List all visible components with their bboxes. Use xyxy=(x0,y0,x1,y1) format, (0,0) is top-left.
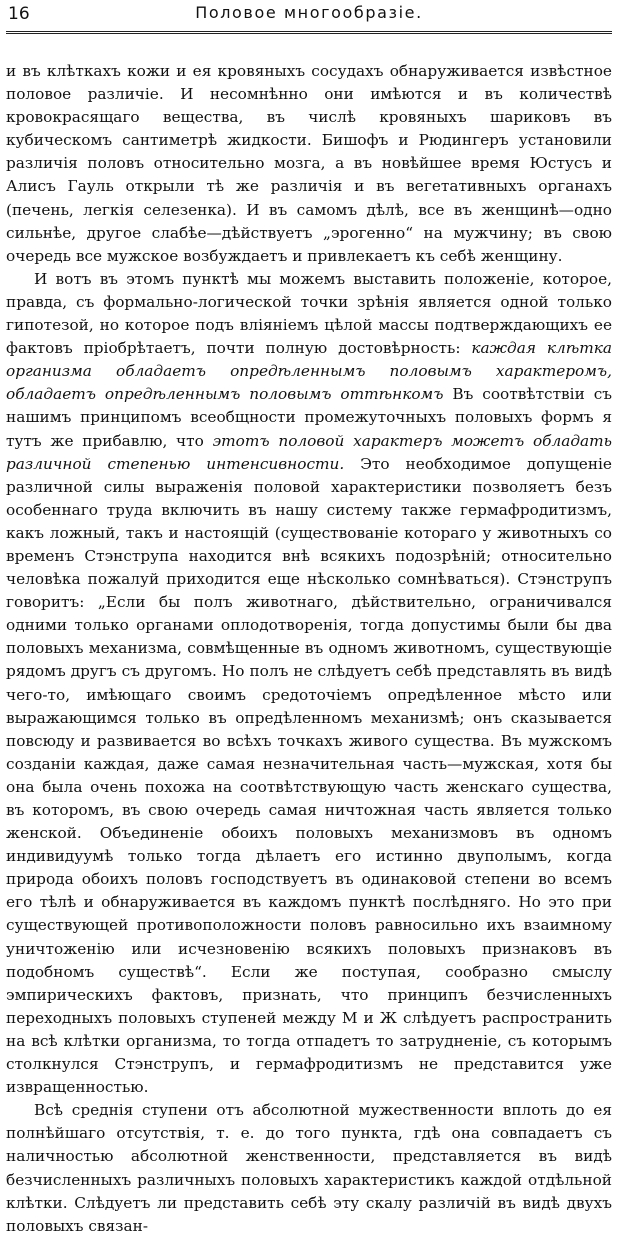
header-double-rule xyxy=(6,31,612,34)
italic-emphasis: каждая клѣтка организма обладаетъ опредѣленнымъ половымъ характеромъ, обладаетъ опредѣленнымъ половымъ оттѣнкомъ xyxy=(6,339,612,404)
page-header xyxy=(6,0,612,30)
page-number: 16 xyxy=(8,4,30,24)
paragraph xyxy=(6,268,612,1099)
paragraph-text: И вотъ въ этомъ пунктѣ мы можемъ выставить положеніе, которое, правда, съ формально-логической точки зрѣнія является одной только гипотезой, но которое подъ вліяніемъ цѣлой массы подтверждающихъ ее фактовъ пріобрѣтаетъ, почти полную достовѣрность: xyxy=(6,269,612,358)
paragraph xyxy=(6,60,612,268)
running-title: Половое многообразіе. xyxy=(195,3,423,22)
paragraph-text: Всѣ среднія ступени отъ абсолютной мужественности вплоть до ея полнѣйшаго отсутствія, т. е. до того пункта, гдѣ она совпадаетъ съ наличностью абсолютной женственности, представляется въ видѣ безчисленныхъ различныхъ половыхъ характеристикъ каждой отдѣльной клѣтки. Слѣдуетъ ли представить себѣ эту скалу различій въ видѣ двухъ половыхъ связан- xyxy=(6,1101,612,1235)
paragraph xyxy=(6,1099,612,1238)
paragraph-text: Въ соотвѣтствіи съ нашимъ принципомъ всеобщности промежуточныхъ половыхъ формъ я тутъ же прибавлю, что xyxy=(6,385,612,450)
paragraph-text: Это необходимое допущеніе различной силы выраженія половой характеристики позволяетъ безъ особеннаго труда включить въ нашу систему также гермафродитизмъ, какъ ложный, такъ и настоящій (существованіе котораго у животныхъ со временъ Стэнструпа находится внѣ всякихъ подозрѣній; относительно человѣка пожалуй приходится еще нѣсколько сомнѣваться). Стэнструпъ говоритъ: „Если бы полъ животнаго, дѣйствительно, ограничивался одними только органами оплодотворенія, тогда допустимы были бы два половыхъ механизма, совмѣщенные въ одномъ животномъ, существующіе рядомъ другъ съ другомъ. Но полъ не слѣдуетъ себѣ представлять въ видѣ чего-то, имѣющаго своимъ средоточіемъ опредѣленное мѣсто или выражающимся только въ опредѣленномъ механизмѣ; онъ сказывается повсюду и развивается во всѣхъ точкахъ живого существа. Въ мужскомъ созданіи каждая, даже самая незначительная часть—мужская, хотя бы она была очень похожа на соотвѣтствующую часть женскаго существа, въ которомъ, въ свою очередь самая ничтожная часть является только женской. Объединеніе обоихъ половыхъ механизмовъ въ одномъ индивидуумѣ только тогда дѣлаетъ его истинно двуполымъ, когда природа обоихъ половъ господствуетъ въ одинаковой степени во всемъ его тѣлѣ и обнаруживается въ каждомъ пунктѣ послѣдняго. Но это при существующей противоположности половъ равносильно ихъ взаимному уничтоженію или исчезновенію всякихъ половыхъ признаковъ въ подобномъ существѣ“. Если же поступая, сообразно смыслу эмпирическихъ фактовъ, признать, что принципъ безчисленныхъ переходныхъ половыхъ ступеней между М и Ж слѣдуетъ распространить на всѣ клѣтки организма, то тогда отпадетъ то затрудненіе, съ которымъ столкнулся Стэнструпъ, и гермафродитизмъ не представится уже извращенностью. xyxy=(6,454,612,1097)
paragraph-text: и въ клѣткахъ кожи и ея кровяныхъ сосудахъ обнаруживается извѣстное половое различіе. И несомнѣнно они имѣются и въ количествѣ кровокрасящаго вещества, въ числѣ кровяныхъ шариковъ въ кубическомъ сантиметрѣ жидкости. Бишофъ и Рюдингеръ установили различія половъ относительно мозга, а въ новѣйшее время Юстусъ и Алисъ Гауль открыли тѣ же различія и въ вегетативныхъ органахъ (печень, легкія селезенка). И въ самомъ дѣлѣ, все въ женщинѣ—одно сильнѣе, другое слабѣе—дѣйствуетъ „эрогенно“ на мужчину; въ свою очередь все мужское возбуждаетъ и привлекаетъ къ себѣ женщину. xyxy=(6,62,612,265)
body-text xyxy=(6,60,612,1238)
italic-emphasis: этотъ половой характеръ можетъ обладать различной степенью интенсивности. xyxy=(6,431,612,473)
